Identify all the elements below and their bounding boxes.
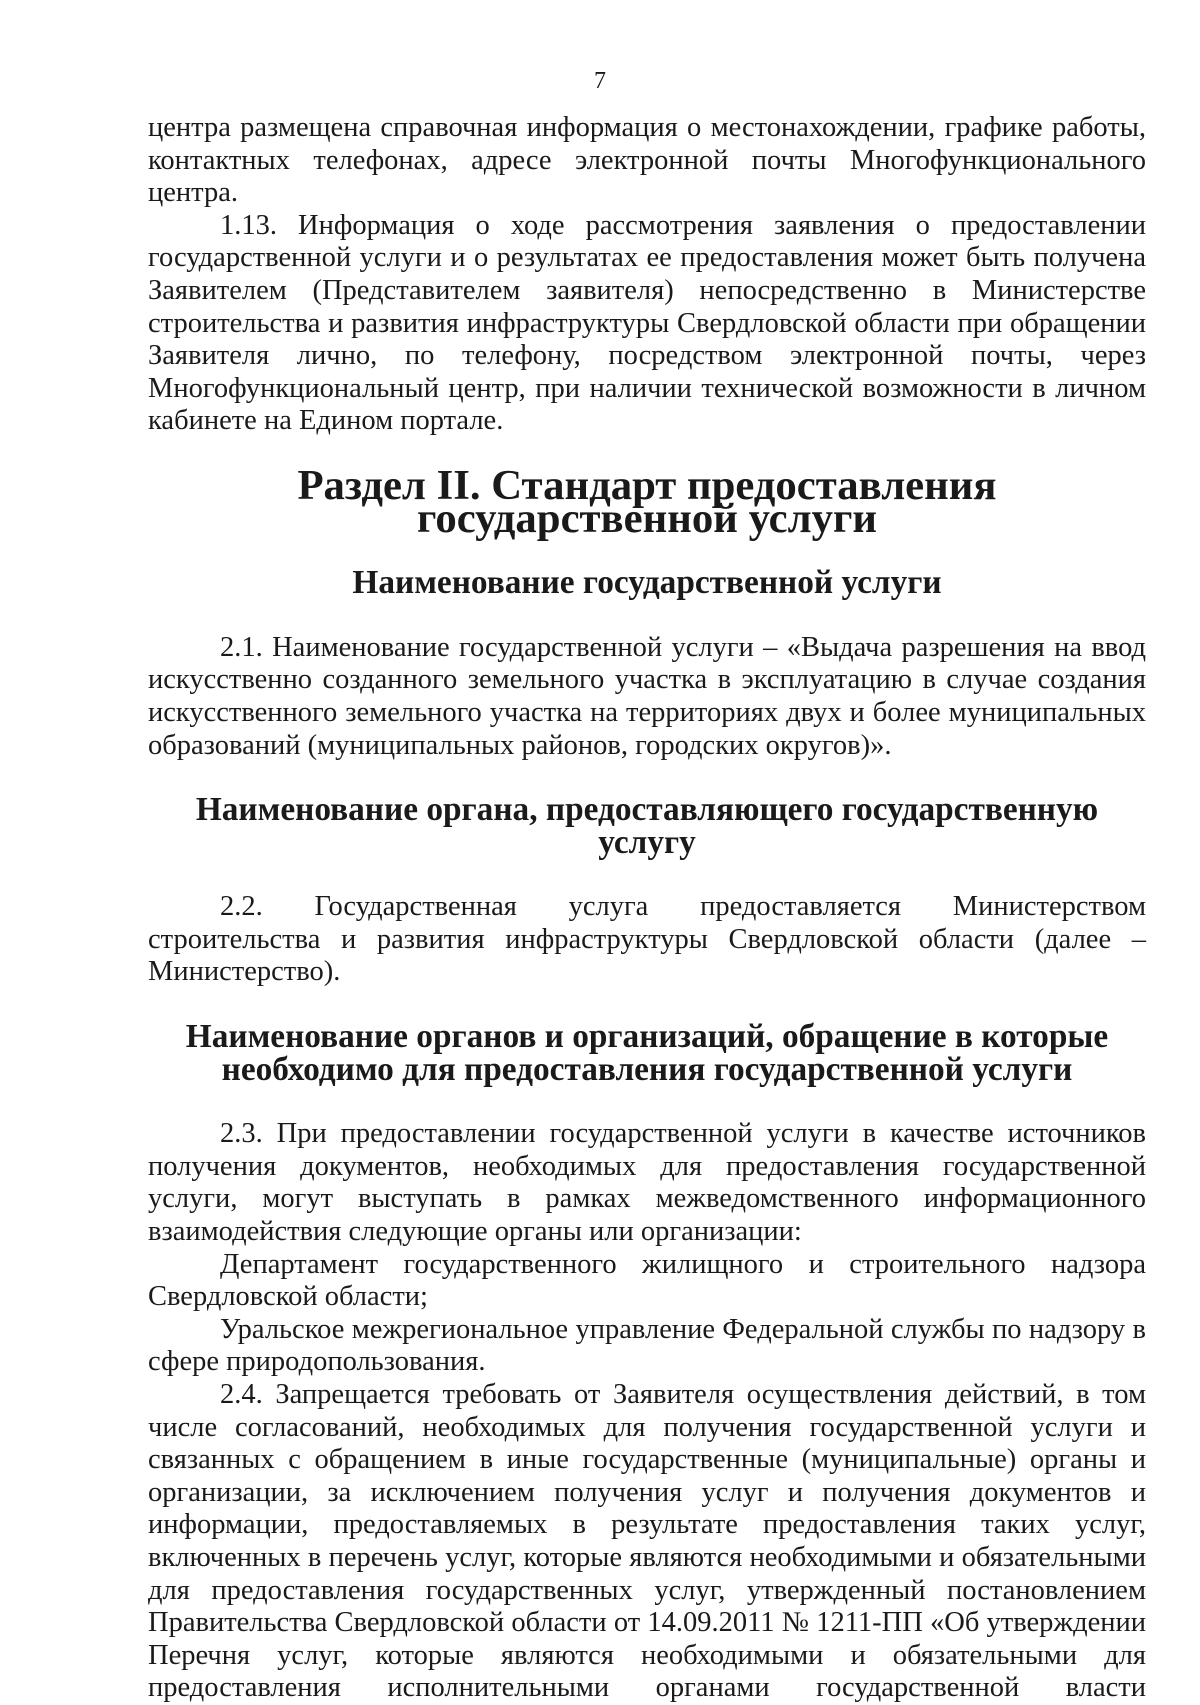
paragraph-2-2: 2.2. Государственная услуга предоставляется Министерством строительства и развития инфраструктуры Свердловской области (далее – Министерство).	[148, 891, 1146, 988]
paragraph-2-1: 2.1. Наименование государственной услуги – «Выдача разрешения на ввод искусственно созданного земельного участка в эксплуатацию в случае создания искусственного земельного участка на территориях двух и более муниципальных образований (муниципальных районов, городских округов)».	[148, 631, 1146, 761]
paragraph-2-4: 2.4. Запрещается требовать от Заявителя осуществления действий, в том числе согласований, необходимых для получения государственной услуги и связанных с обращением в иные государственные (муниципальные) органы и организации, за исключением получения услуг и получения документов и информации, предоставляемых в результате предоставления таких услуг, включенных в перечень услуг, которые являются необходимыми и обязательными для предоставления государственных услуг, утвержденный постановлением Правительства Свердловской области от 14.09.2011 № 1211-ПП «Об утверждении Перечня услуг, которые являются необходимыми и обязательными для предоставления исполнительными органами государственной власти	[148, 1379, 1146, 1704]
organizations-heading-line-2: необходимо для предоставления государственной услуги	[221, 1050, 1073, 1088]
paragraph-continuation: центра размещена справочная информация о местонахождении, графике работы, контактных телефонах, адресе электронной почты Многофункционального центра.	[148, 112, 1146, 209]
paragraph-ural-directorate: Уральское межрегиональное управление Федеральной службы по надзору в сфере природопользования.	[148, 1313, 1146, 1378]
organizations-heading	[148, 1018, 1146, 1088]
service-name-heading: Наименование государственной услуги	[352, 564, 942, 602]
paragraph-1-13: 1.13. Информация о ходе рассмотрения заявления о предоставлении государственной услуги и о результатах ее предоставления может быть получена Заявителем (Представителем заявителя) непосредственно в Министерстве строительства и развития инфраструктуры Свердловской области при обращении Заявителя лично, по телефону, посредством электронной почты, через Многофункциональный центр, при наличии технической возможности в личном кабинете на Едином портале.	[148, 209, 1146, 437]
organizations-heading-line-1: Наименование органов и организаций, обращение в которые	[185, 1018, 1109, 1056]
section-2-heading: Раздел II. Стандарт предоставления государственной услуги	[297, 461, 997, 542]
paragraph-department: Департамент государственного жилищного и строительного надзора Свердловской области;	[148, 1248, 1146, 1313]
paragraph-2-3: 2.3. При предоставлении государственной услуги в качестве источников получения документов, необходимых для предоставления государственной услуги, могут выступать в рамках межведомственного информационного взаимодействия следующие органы или организации:	[148, 1118, 1146, 1248]
authority-name-heading: Наименование органа, предоставляющего государственную услугу	[195, 791, 1099, 861]
document-body	[148, 112, 1146, 1705]
page-number: 7	[594, 68, 606, 94]
